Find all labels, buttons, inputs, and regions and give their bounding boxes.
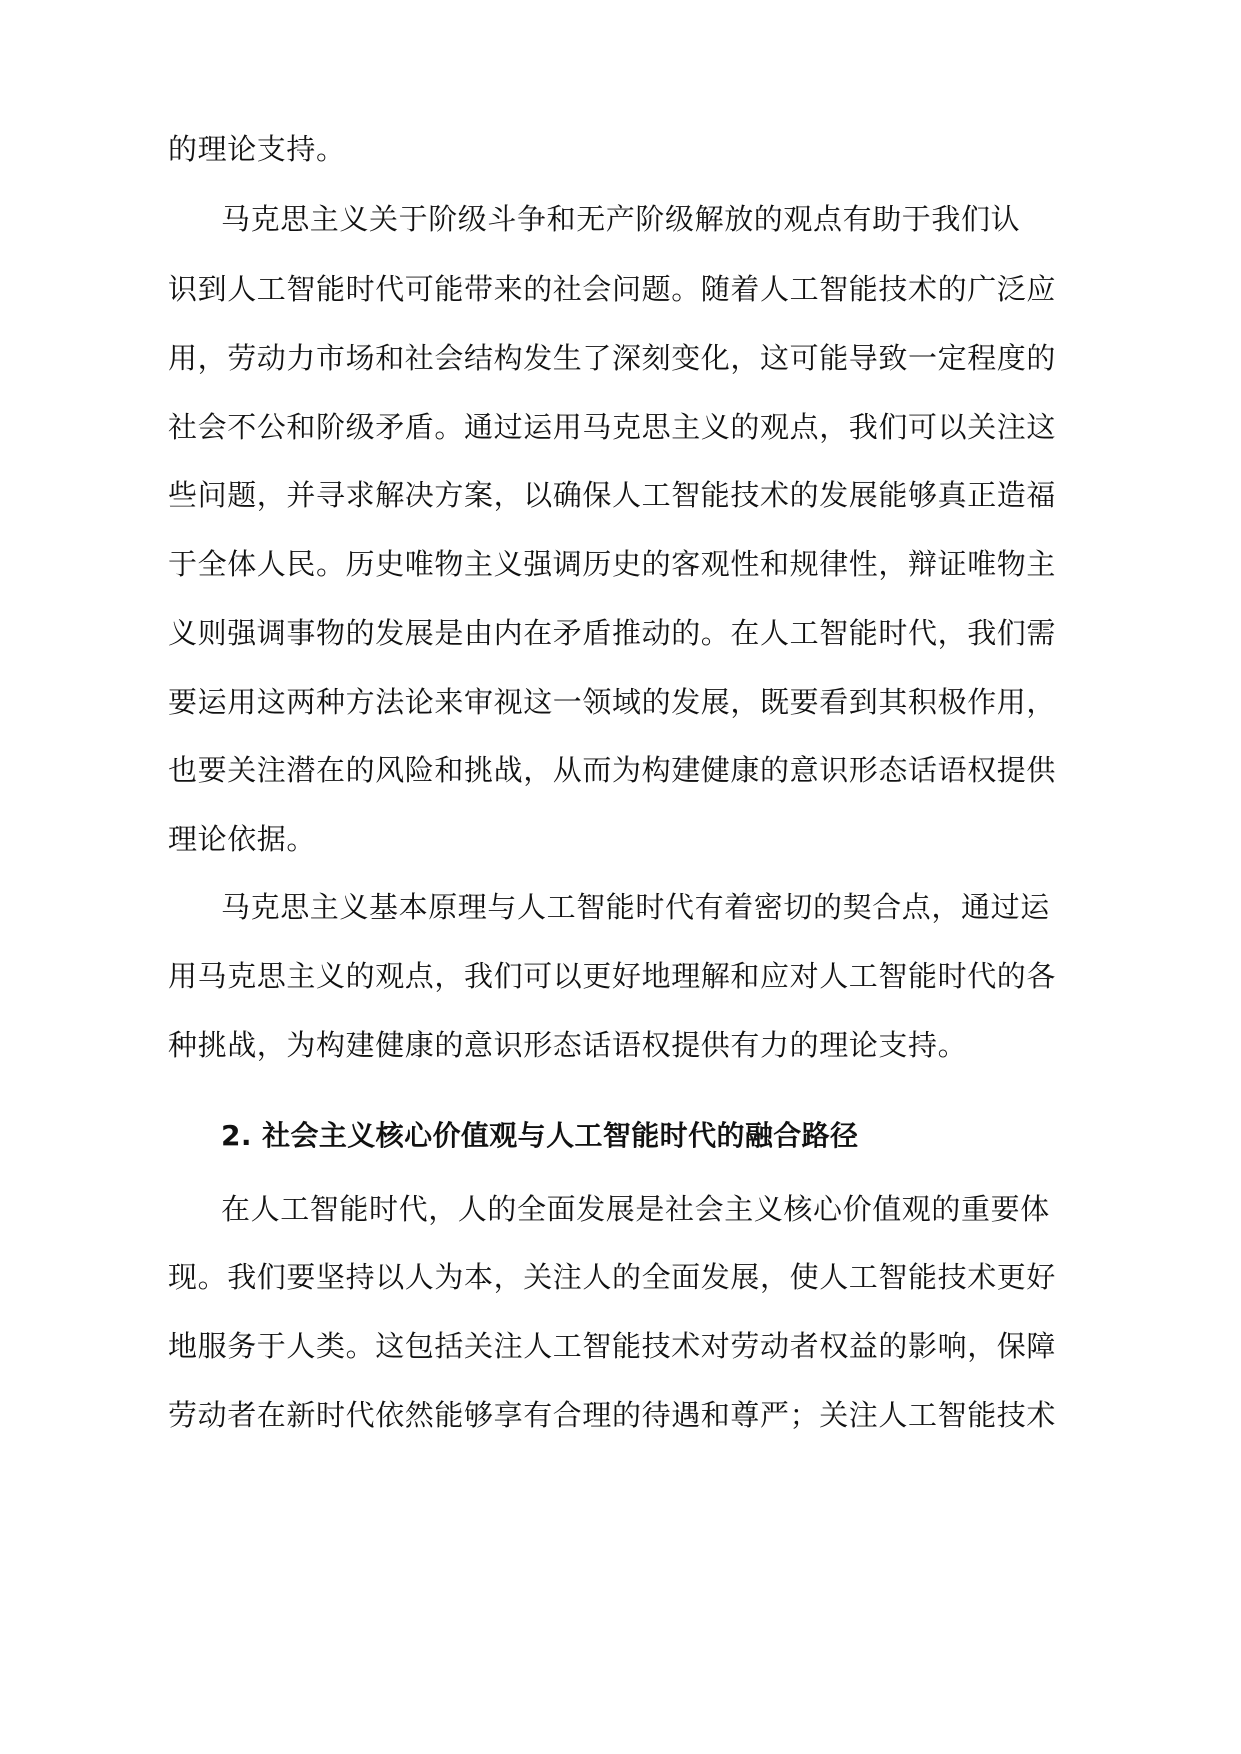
- paragraph-0-line-1: 的理论支持。: [168, 132, 346, 166]
- paragraph-3-line-4: 劳动者在新时代依然能够享有合理的待遇和尊严；关注人工智能技术: [168, 1398, 1057, 1432]
- paragraph-1-line-8: 要运用这两种方法论来审视这一领域的发展，既要看到其积极作用，: [168, 685, 1057, 719]
- paragraph-3-line-3: 地服务于人类。这包括关注人工智能技术对劳动者权益的影响，保障: [168, 1329, 1057, 1363]
- paragraph-1-line-4: 社会不公和阶级矛盾。通过运用马克思主义的观点，我们可以关注这: [168, 410, 1057, 444]
- paragraph-1-line-10: 理论依据。: [168, 822, 317, 856]
- paragraph-2-line-1: 马克思主义基本原理与人工智能时代有着密切的契合点，通过运: [221, 890, 1050, 924]
- section-heading: 2. 社会主义核心价值观与人工智能时代的融合路径: [221, 1119, 859, 1152]
- paragraph-1-line-7: 义则强调事物的发展是由内在矛盾推动的。在人工智能时代，我们需: [168, 616, 1057, 650]
- paragraph-3-line-2: 现。我们要坚持以人为本，关注人的全面发展，使人工智能技术更好: [168, 1260, 1057, 1294]
- paragraph-2-line-3: 种挑战，为构建健康的意识形态话语权提供有力的理论支持。: [168, 1028, 968, 1062]
- paragraph-3-line-1: 在人工智能时代，人的全面发展是社会主义核心价值观的重要体: [221, 1192, 1050, 1226]
- paragraph-1-line-9: 也要关注潜在的风险和挑战，从而为构建健康的意识形态话语权提供: [168, 753, 1057, 787]
- paragraph-2-line-2: 用马克思主义的观点，我们可以更好地理解和应对人工智能时代的各: [168, 959, 1057, 993]
- paragraph-1-line-1: 马克思主义关于阶级斗争和无产阶级解放的观点有助于我们认: [221, 202, 1021, 236]
- paragraph-1-line-5: 些问题，并寻求解决方案，以确保人工智能技术的发展能够真正造福: [168, 478, 1057, 512]
- paragraph-1-line-6: 于全体人民。历史唯物主义强调历史的客观性和规律性，辩证唯物主: [168, 547, 1057, 581]
- paragraph-1-line-2: 识到人工智能时代可能带来的社会问题。随着人工智能技术的广泛应: [168, 272, 1057, 306]
- paragraph-1-line-3: 用，劳动力市场和社会结构发生了深刻变化，这可能导致一定程度的: [168, 341, 1057, 375]
